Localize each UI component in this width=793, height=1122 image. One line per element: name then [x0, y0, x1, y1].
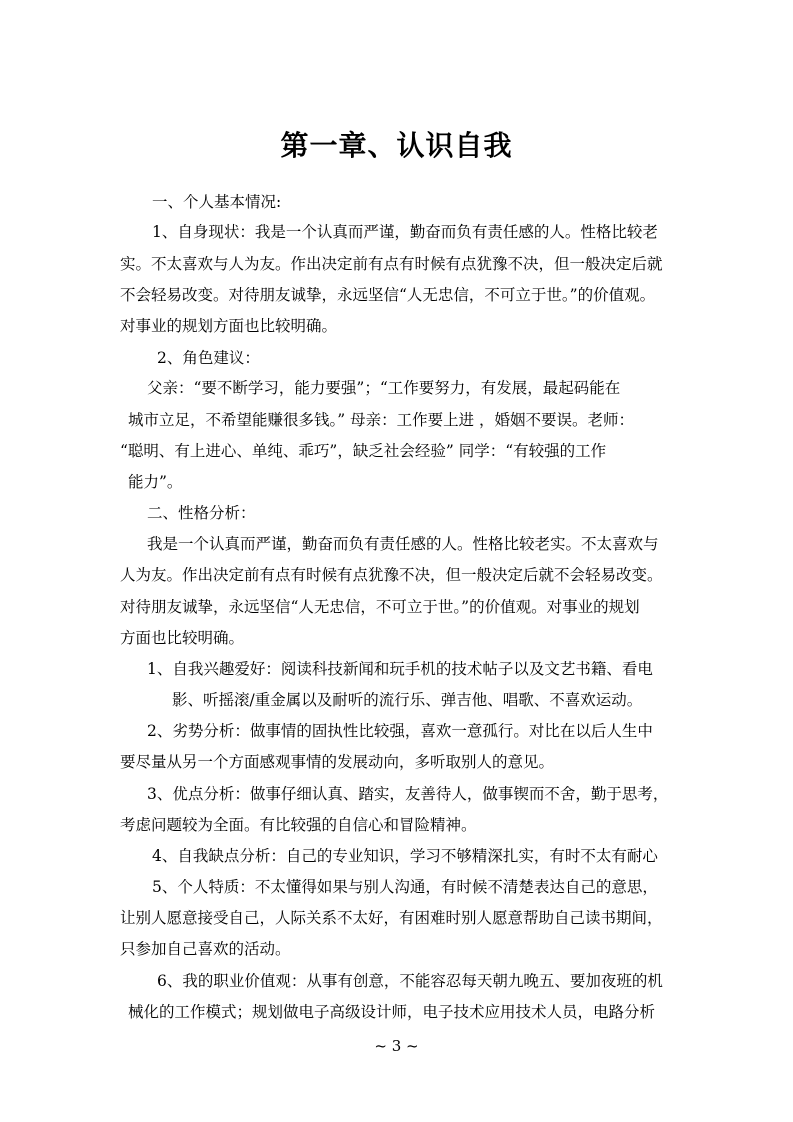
paragraph-line: 方面也比较明确。	[120, 629, 245, 647]
paragraph-line: 考虑问题较为全面。有比较强的自信心和冒险精神。	[120, 816, 477, 834]
paragraph-line: 只参加自己喜欢的活动。	[120, 940, 291, 958]
paragraph-line: 实。不太喜欢与人为友。作出决定前有点有时候有点犹豫不决，但一般决定后就	[120, 255, 663, 273]
paragraph-line: 影、听摇滚/重金属以及耐听的流行乐、弹吉他、唱歌、不喜欢运动。	[172, 691, 643, 709]
paragraph-line: 对待朋友诚挚，永远坚信“人无忠信，不可立于世。”的价值观。对事业的规划	[120, 598, 640, 616]
section-heading-basic-info: 一、个人基本情况:	[152, 193, 282, 211]
paragraph-line: 械化的工作模式；规划做电子高级设计师，电子技术应用技术人员，电路分析	[128, 1003, 656, 1021]
paragraph-line: 1、自我兴趣爱好：阅读科技新闻和玩手机的技术帖子以及文艺书籍、看电	[147, 660, 653, 678]
section-heading-role-advice: 2、角色建议：	[157, 349, 260, 367]
paragraph-line: 6、我的职业价值观：从事有创意，不能容忍每天朝九晚五、要加夜班的机	[157, 972, 663, 990]
paragraph-line: 我是一个认真而严谨，勤奋而负有责任感的人。性格比较老实。不太喜欢与	[147, 535, 659, 553]
page-number: ~ 3 ~	[374, 1037, 419, 1055]
paragraph-line: 让别人愿意接受自己，人际关系不太好，有困难时别人愿意帮助自己读书期间，	[120, 909, 663, 927]
paragraph-line: 4、自我缺点分析：自己的专业知识，学习不够精深扎实，有时不太有耐心	[152, 847, 658, 865]
paragraph-line: 5、个人特质：不太懂得如果与别人沟通，有时候不清楚表达自己的意思，	[152, 878, 658, 896]
paragraph-line: 城市立足，不希望能赚很多钱。” 母亲：工作要上进 ，婚姻不要误。老师：	[128, 411, 635, 429]
paragraph-line: “聪明、有上进心、单纯、乖巧”，缺乏社会经验” 同学：“有较强的工作	[120, 442, 607, 460]
paragraph-line: 2、劣势分析：做事情的固执性比较强，喜欢一意孤行。对比在以后人生中	[147, 722, 653, 740]
paragraph-line: 要尽量从另一个方面感观事情的发展动向，多听取别人的意见。	[120, 753, 555, 771]
chapter-title: 第一章、认识自我	[280, 129, 513, 162]
paragraph-line: 1、自身现状：我是一个认真而严谨，勤奋而负有责任感的人。性格比较老	[152, 223, 658, 241]
paragraph-line: 人为友。作出决定前有点有时候有点犹豫不决，但一般决定后就不会轻易改变。	[120, 566, 663, 584]
paragraph-line: 3、优点分析：做事仔细认真、踏实，友善待人，做事锲而不舍，勤于思考，	[147, 785, 669, 803]
paragraph-line: 能力”。	[128, 473, 183, 491]
paragraph-line: 父亲：“要不断学习，能力要强”；“工作要努力，有发展，最起码能在	[147, 379, 621, 397]
paragraph-line: 不会轻易改变。对待朋友诚挚，永远坚信“人无忠信，不可立于世。”的价值观。	[120, 286, 656, 304]
paragraph-line: 对事业的规划方面也比较明确。	[120, 317, 338, 335]
section-heading-personality: 二、性格分析：	[147, 504, 256, 522]
